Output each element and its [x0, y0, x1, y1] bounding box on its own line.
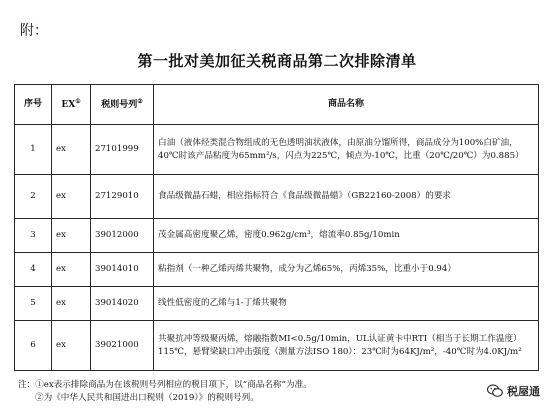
- cell-ex: ex: [52, 321, 91, 371]
- cell-no: 1: [15, 125, 52, 175]
- wechat-icon: [487, 384, 503, 398]
- cell-no: 3: [15, 219, 52, 253]
- cell-code: 39012000: [91, 219, 154, 253]
- table-row: [15, 321, 539, 371]
- exclusion-list-table: [14, 84, 539, 371]
- footnote-2: ②为《中华人民共和国进出口税则（2019）》的税则号列。: [35, 393, 259, 403]
- page-title: 第一批对美加征关税商品第二次排除清单: [137, 52, 417, 70]
- cell-ex: ex: [52, 253, 91, 287]
- attachment-prefix: 附：: [20, 23, 48, 39]
- cell-code: 39014010: [91, 253, 154, 287]
- cell-ex: ex: [52, 287, 91, 321]
- cell-code: 39014020: [91, 287, 154, 321]
- header-ex-note: ①: [75, 97, 81, 105]
- table-header-row: [15, 85, 539, 125]
- footnotes: [18, 379, 312, 405]
- footnote-1: 注：①ex表示排除商品为在该税则号列相应的税目项下，以“商品名称”为准。: [18, 380, 312, 390]
- cell-no: 6: [15, 321, 52, 371]
- cell-code: 27129010: [91, 175, 154, 219]
- header-name: 商品名称: [154, 85, 539, 125]
- table-row: [15, 219, 539, 253]
- cell-no: 2: [15, 175, 52, 219]
- table-row: [15, 175, 539, 219]
- cell-name: 线性低密度的乙烯与1-丁烯共聚物: [154, 287, 539, 321]
- cell-no: 5: [15, 287, 52, 321]
- header-code-note: ②: [137, 97, 143, 105]
- cell-ex: ex: [52, 219, 91, 253]
- cell-name: 茂金属高密度聚乙烯，密度0.962g/cm³，熔流率0.85g/10min: [154, 219, 539, 253]
- cell-ex: ex: [52, 125, 91, 175]
- table-row: [15, 253, 539, 287]
- cell-name: 白油（液体烃类混合物组成的无色透明油状液体，由原油分馏所得，商品成分为100%白矿油，40℃时该产品粘度为65mm²/s，闪点为225℃，倾点为-10℃，比重（20℃/20℃）为0.885）: [154, 125, 539, 175]
- table-row: [15, 125, 539, 175]
- header-ex: EX①: [52, 85, 91, 125]
- header-code: 税则号列②: [91, 85, 154, 125]
- header-no: 序号: [15, 85, 52, 125]
- cell-ex: ex: [52, 175, 91, 219]
- watermark-text: 税屋通: [507, 385, 540, 398]
- watermark: [487, 383, 540, 399]
- cell-no: 4: [15, 253, 52, 287]
- cell-name: 粘指剂（一种乙烯丙烯共聚物，成分为乙烯65%，丙烯35%，比重小于0.94）: [154, 253, 539, 287]
- cell-code: 39021000: [91, 321, 154, 371]
- cell-name: 食品级微晶石蜡，相应指标符合《食品级微晶蜡》（GB22160-2008）的要求: [154, 175, 539, 219]
- cell-name: 共聚抗冲等级聚丙烯，熔融指数MI<0.5g/10min，UL认证黄卡中RTI（相当于长期工作温度）115℃，悬臂梁缺口冲击强度（测量方法ISO 180）：23℃时为64KJ/m²，-40℃时为4.0KJ/m²: [154, 321, 539, 371]
- cell-code: 27101999: [91, 125, 154, 175]
- table-row: [15, 287, 539, 321]
